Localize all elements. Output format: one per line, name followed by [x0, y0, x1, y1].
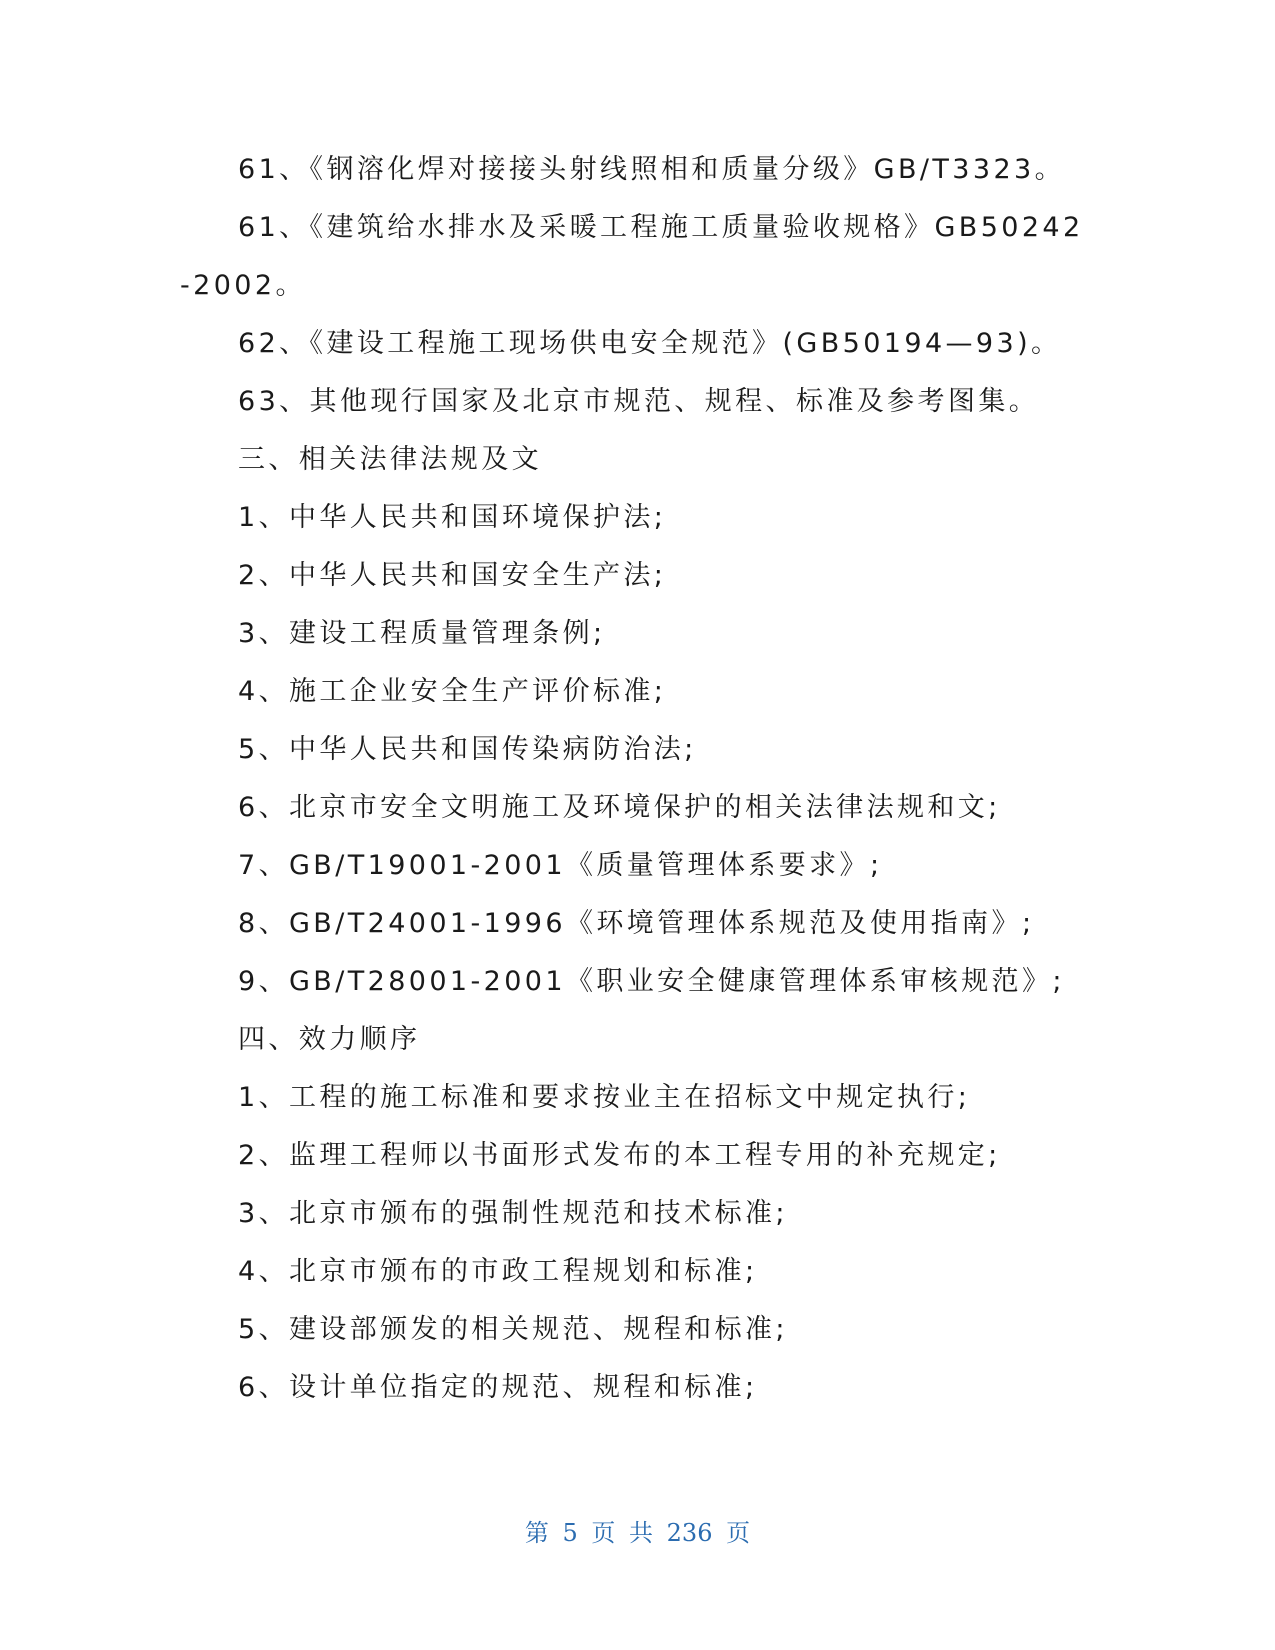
list-item: 6、设计单位指定的规范、规程和标准;: [238, 1372, 758, 1403]
paragraph-line: 61、《建筑给水排水及采暖工程施工质量验收规格》GB50242: [238, 212, 1084, 243]
section-heading: 四、效力顺序: [238, 1024, 421, 1055]
section-heading: 三、相关法律法规及文: [238, 444, 542, 475]
paragraph-line: 63、其他现行国家及北京市规范、规程、标准及参考图集。: [238, 386, 1040, 417]
list-item: 4、施工企业安全生产评价标准;: [238, 676, 667, 707]
paragraph-line-continuation: -2002。: [180, 270, 306, 301]
page-number-footer: 第 5 页 共 236 页: [524, 1519, 751, 1547]
document-body: [180, 141, 1084, 1417]
list-item: 1、工程的施工标准和要求按业主在招标文中规定执行;: [238, 1082, 971, 1113]
list-item: 8、GB/T24001-1996《环境管理体系规范及使用指南》;: [238, 908, 1035, 939]
list-item: 9、GB/T28001-2001《职业安全健康管理体系审核规范》;: [238, 966, 1065, 997]
list-item: 2、监理工程师以书面形式发布的本工程专用的补充规定;: [238, 1140, 1001, 1171]
list-item: 6、北京市安全文明施工及环境保护的相关法律法规和文;: [238, 792, 1001, 823]
list-item: 3、建设工程质量管理条例;: [238, 618, 606, 649]
list-item: 4、北京市颁布的市政工程规划和标准;: [238, 1256, 758, 1287]
list-item: 5、建设部颁发的相关规范、规程和标准;: [238, 1314, 788, 1345]
paragraph-line: 62、《建设工程施工现场供电安全规范》(GB50194—93)。: [238, 328, 1062, 359]
list-item: 7、GB/T19001-2001《质量管理体系要求》;: [238, 850, 883, 881]
list-item: 3、北京市颁布的强制性规范和技术标准;: [238, 1198, 788, 1229]
list-item: 2、中华人民共和国安全生产法;: [238, 560, 667, 591]
paragraph-line: 61、《钢溶化焊对接接头射线照相和质量分级》GB/T3323。: [238, 154, 1066, 185]
list-item: 1、中华人民共和国环境保护法;: [238, 502, 667, 533]
list-item: 5、中华人民共和国传染病防治法;: [238, 734, 697, 765]
